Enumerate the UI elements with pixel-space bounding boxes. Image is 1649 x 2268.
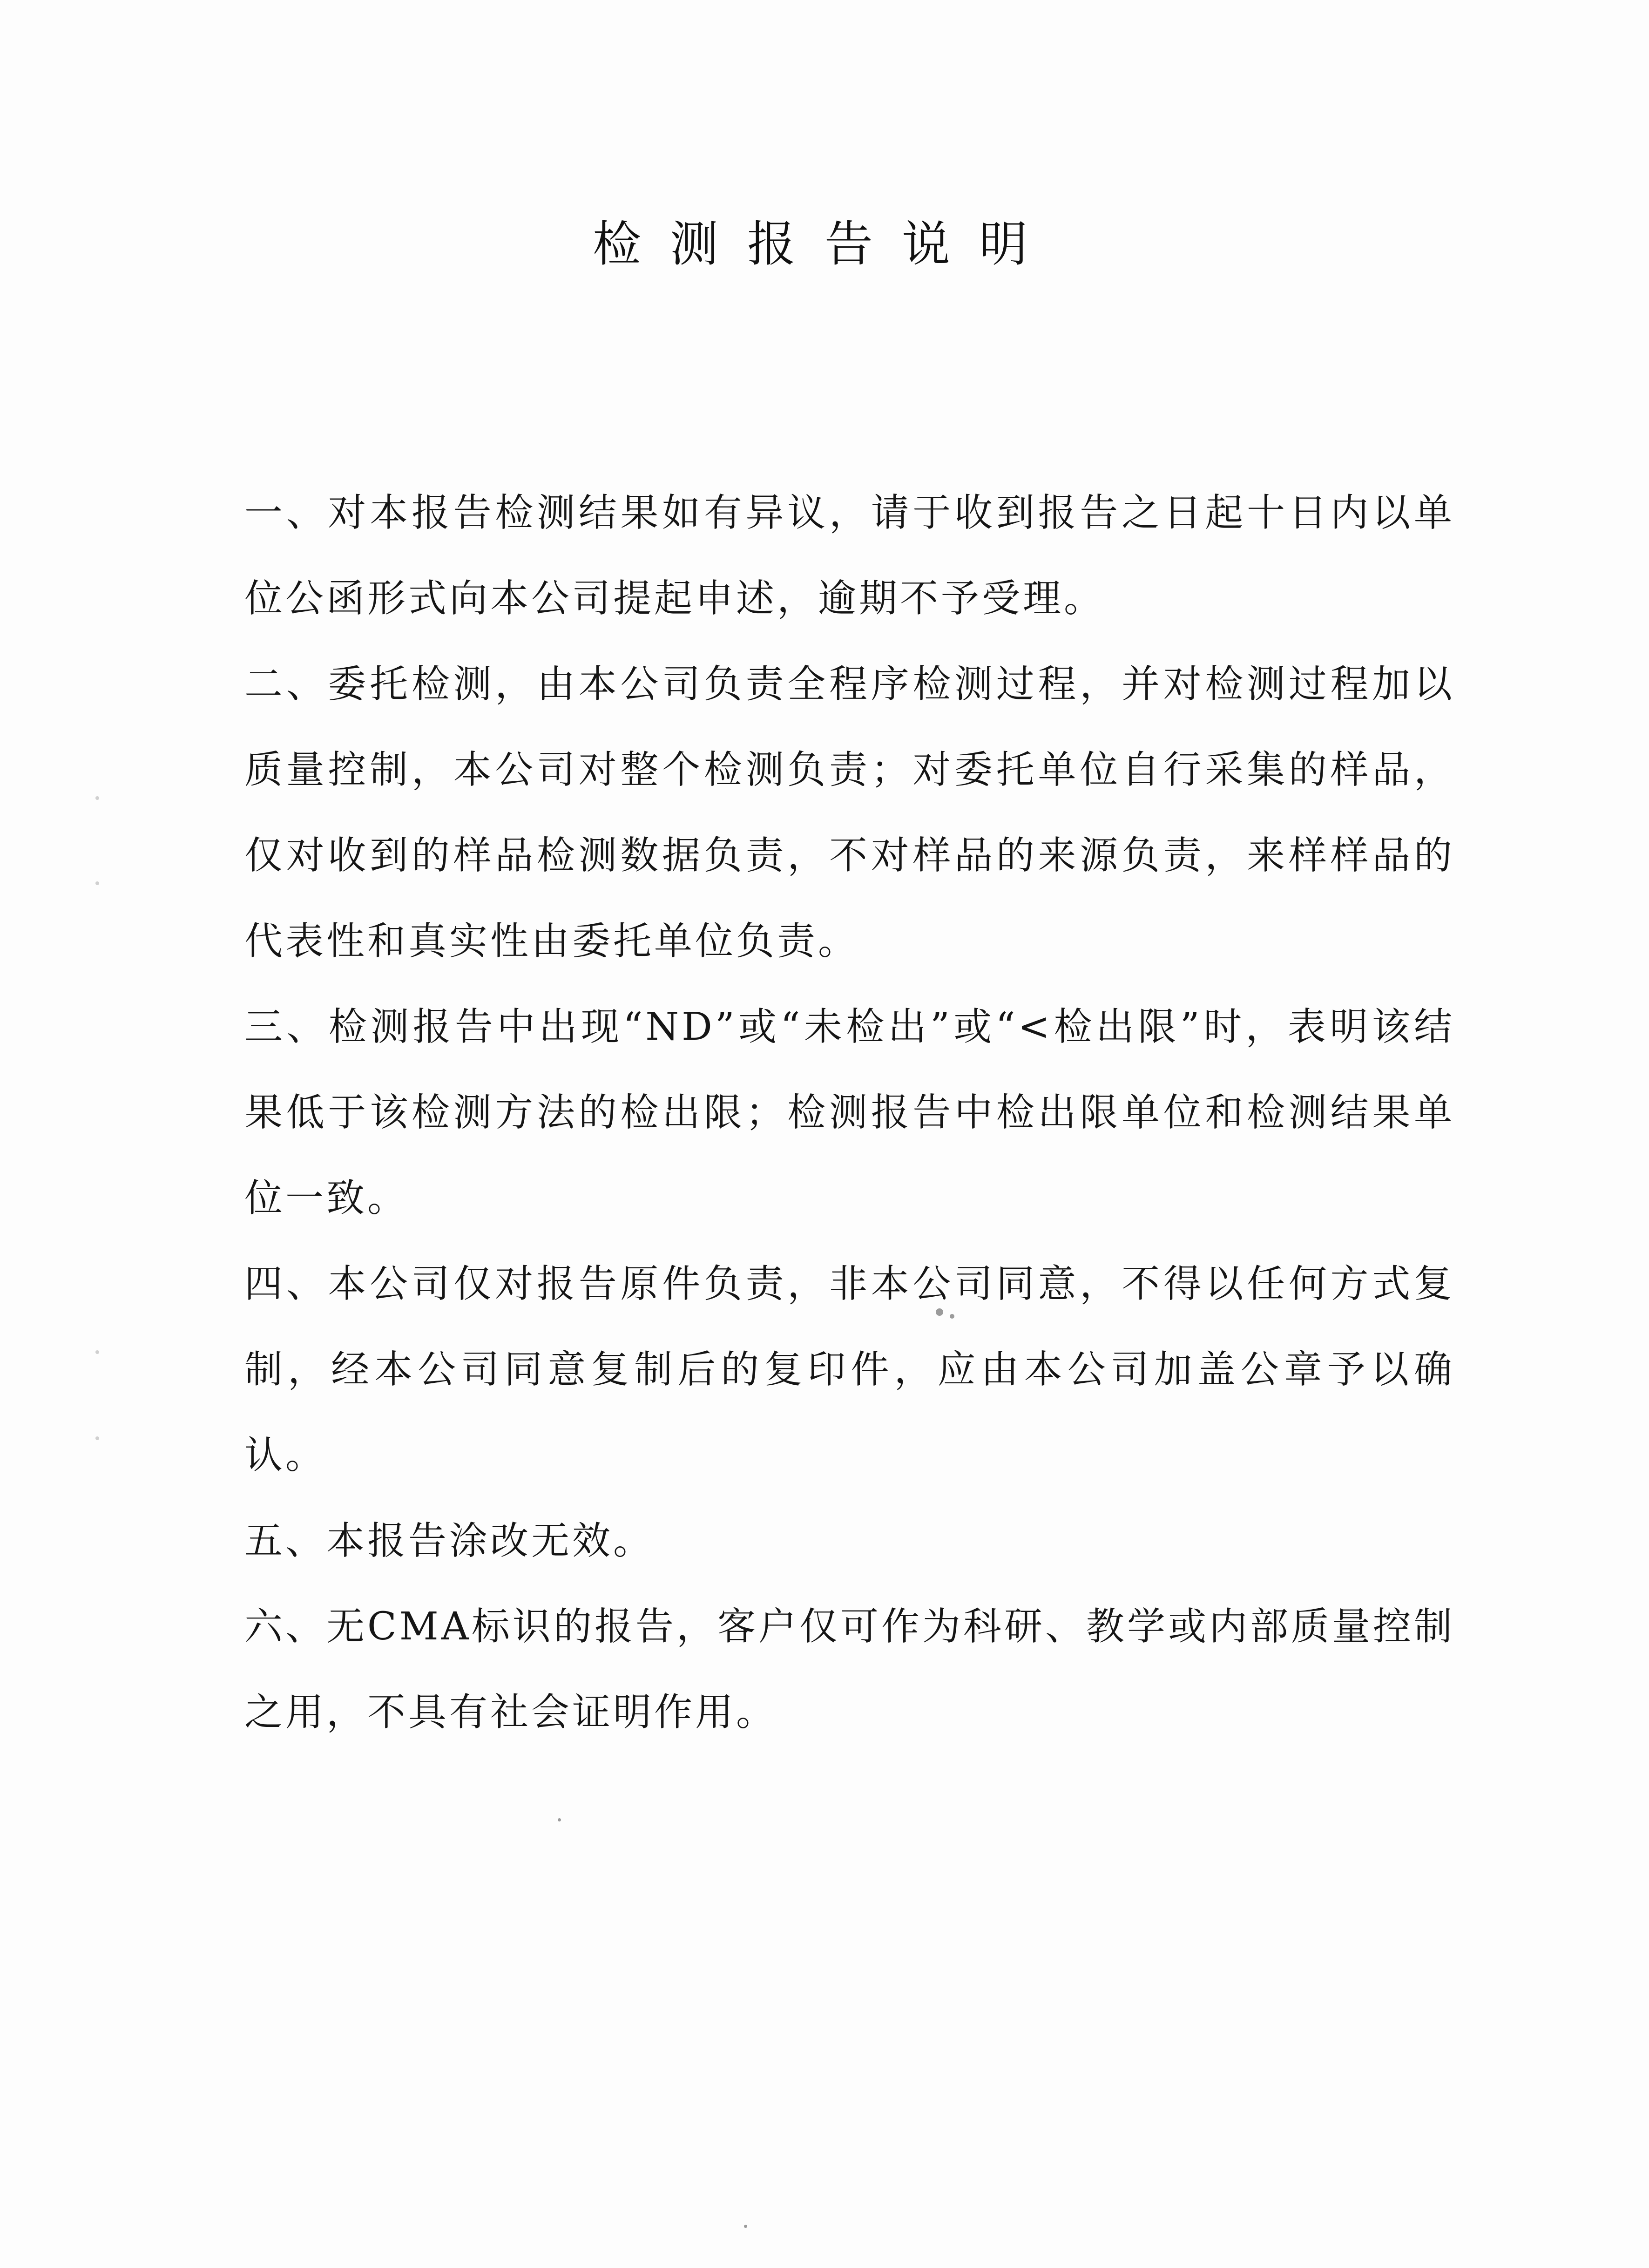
scan-speck [950,1314,954,1319]
paragraph-5: 五、本报告涂改无效。 [244,1519,655,1563]
paragraph-2: 二、委托检测，由本公司负责全程序检测过程，并对检测过程加以质量控制，本公司对整个检测负责；对委托单位自行采集的样品，仅对收到的样品检测数据负责，不对样品的来源负责，来样样品的代表性和真实性由委托单位负责。 [244,662,1455,963]
paragraph-1: 一、对本报告检测结果如有异议，请于收到报告之日起十日内以单位公函形式向本公司提起申述，逾期不予受理。 [244,491,1455,621]
scan-speck [936,1308,943,1316]
scan-speck [95,1436,99,1440]
scan-speck [95,1350,99,1354]
paragraph-4: 四、本公司仅对报告原件负责，非本公司同意，不得以任何方式复制，经本公司同意复制后的复印件，应由本公司加盖公章予以确认。 [244,1262,1455,1477]
document-title: 检测报告说明 [592,216,1056,272]
paragraph-6: 六、无CMA标识的报告，客户仅可作为科研、教学或内部质量控制之用，不具有社会证明作用。 [244,1605,1455,1734]
scan-speck [95,881,99,885]
document-body [244,470,1455,1755]
paragraph-3: 三、检测报告中出现“ND”或“未检出”或“<检出限”时，表明该结果低于该检测方法的检出限；检测报告中检出限单位和检测结果单位一致。 [244,1005,1455,1220]
scan-speck [558,1818,561,1821]
scan-speck [95,796,99,800]
scan-speck [744,2225,747,2228]
